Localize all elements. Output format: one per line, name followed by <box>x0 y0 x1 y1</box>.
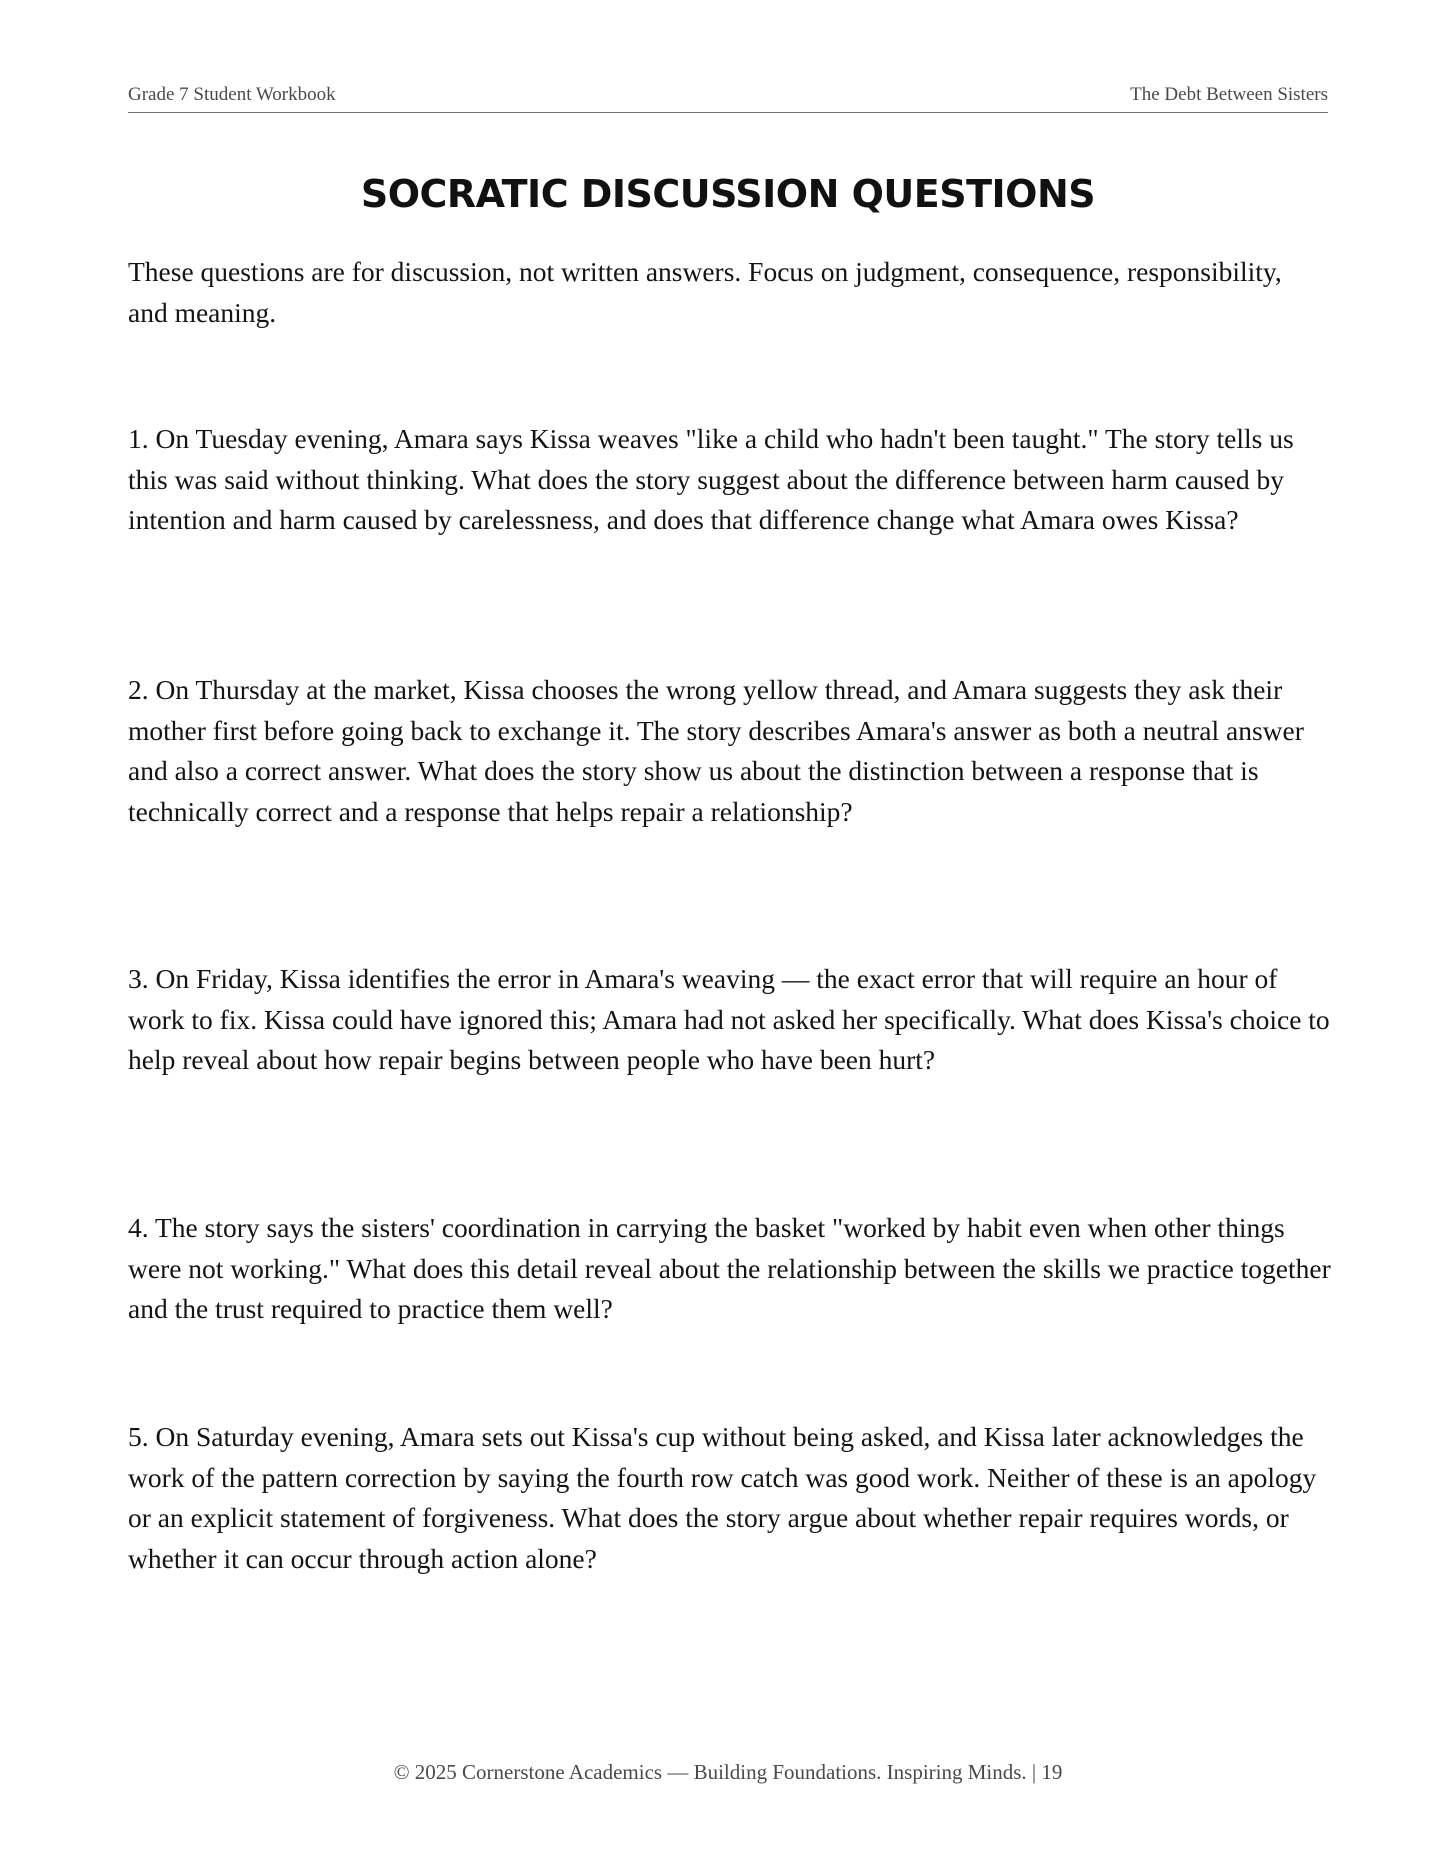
page-title: SOCRATIC DISCUSSION QUESTIONS <box>360 172 1096 216</box>
header-workbook-label: Grade 7 Student Workbook <box>128 84 336 105</box>
running-header <box>128 82 1328 113</box>
discussion-question-2: 2. On Thursday at the market, Kissa chooses the wrong yellow thread, and Amara suggests they ask their mother first before going back to exchange it. The story describes Amara's answer as both a neutral answer and also a correct answer. What does the story show us about the distinction between a response that is technically correct and a response that helps repair a relationship? <box>128 674 1304 827</box>
discussion-question-3: 3. On Friday, Kissa identifies the error in Amara's weaving — the exact error that will require an hour of work to fix. Kissa could have ignored this; Amara had not asked her specifically. What does Kissa's choice to help reveal about how repair begins between people who have been hurt? <box>128 963 1330 1075</box>
header-story-title: The Debt Between Sisters <box>1130 84 1328 105</box>
discussion-question-4: 4. The story says the sisters' coordination in carrying the basket "worked by habit even when other things were not working." What does this detail reveal about the relationship between the skills we practice together and the trust required to practice them well? <box>128 1212 1331 1324</box>
discussion-question-1: 1. On Tuesday evening, Amara says Kissa weaves "like a child who hadn't been taught." The story tells us this was said without thinking. What does the story suggest about the difference between harm caused by intention and harm caused by carelessness, and does that difference change what Amara owes Kissa? <box>128 423 1294 535</box>
page-footer: © 2025 Cornerstone Academics — Building Foundations. Inspiring Minds. | 19 <box>393 1760 1063 1784</box>
discussion-question-5: 5. On Saturday evening, Amara sets out Kissa's cup without being asked, and Kissa later acknowledges the work of the pattern correction by saying the fourth row catch was good work. Neither of these is an apology or an explicit statement of forgiveness. What does the story argue about whether repair requires words, or whether it can occur through action alone? <box>128 1421 1317 1574</box>
intro-paragraph: These questions are for discussion, not written answers. Focus on judgment, consequence, responsibility, and meaning. <box>128 256 1282 328</box>
